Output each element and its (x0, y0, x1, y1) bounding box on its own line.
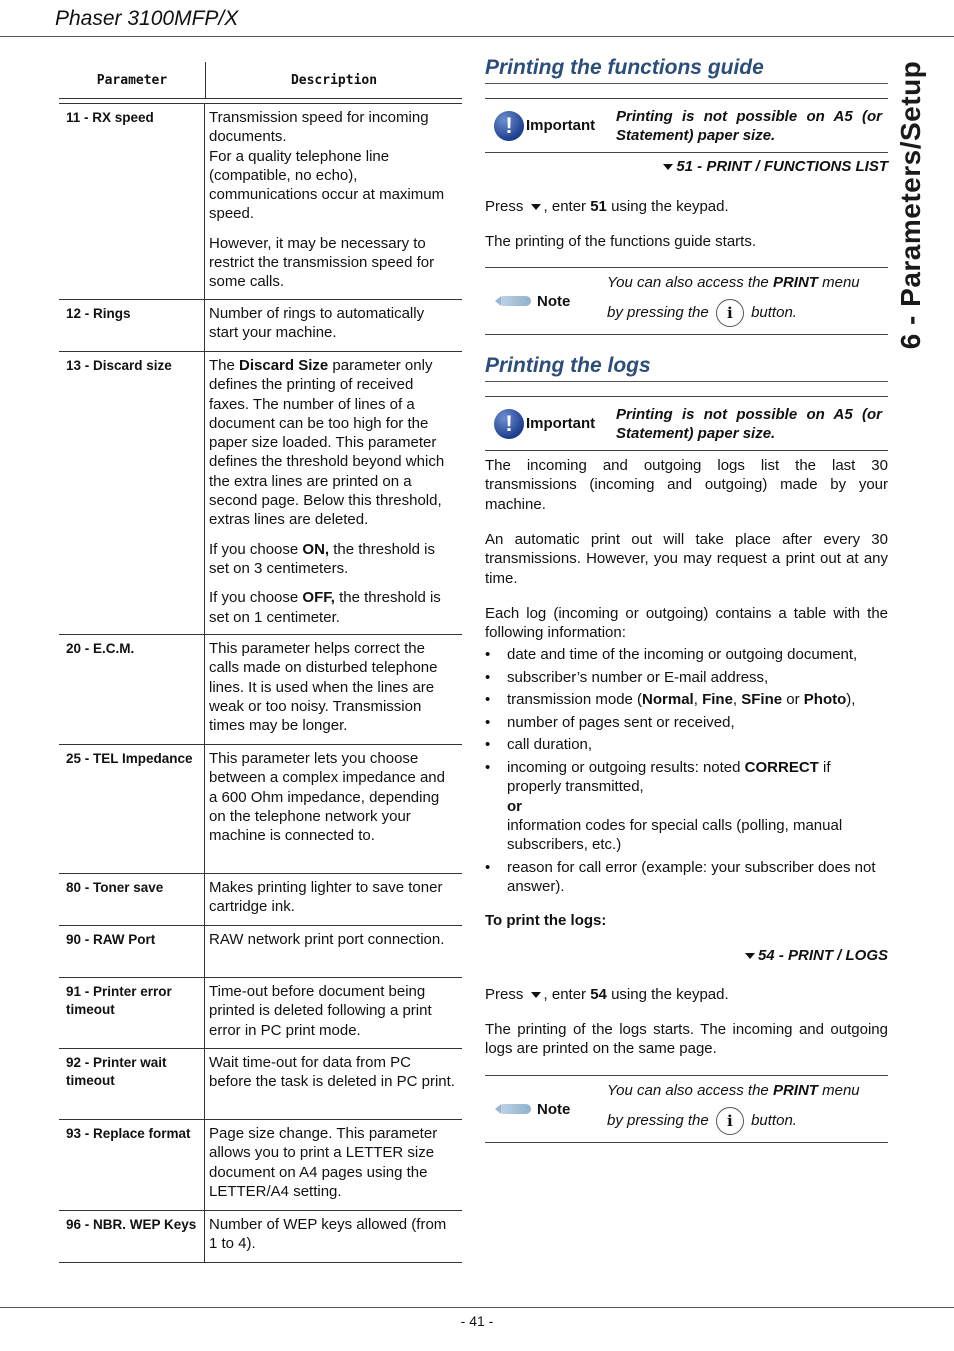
pencil-icon (501, 296, 531, 306)
table-row (59, 874, 462, 926)
text: the threshold is set on 3 centimeters. (209, 540, 435, 577)
chapter-tab (880, 40, 942, 370)
text: using the keypad. (611, 986, 729, 1003)
text: information codes for special calls (polling, manual subscribers, etc.) (507, 816, 843, 854)
chapter-tab-label: 6 - Parameters/Setup (895, 60, 926, 350)
note-line (607, 1076, 888, 1106)
text: menu (817, 274, 860, 291)
param-name: 20 - E.C.M. (59, 635, 205, 744)
param-name: 90 - RAW Port (59, 926, 205, 977)
text: transmission mode ( (507, 691, 643, 709)
table-row (59, 926, 462, 978)
paragraph: The printing of the logs starts. The incoming and outgoing logs are printed on the same page. (485, 1021, 888, 1058)
menu-path-text: 54 - PRINT / LOGS (757, 947, 888, 964)
footer-rule (0, 1307, 954, 1308)
desc-para: Number of WEP keys allowed (from 1 to 4). (209, 1216, 447, 1253)
param-name: 12 - Rings (59, 300, 205, 351)
col-description: Description (290, 72, 378, 88)
table-row (59, 352, 462, 635)
param-name: 80 - Toner save (59, 874, 205, 925)
text: If you choose (209, 589, 303, 607)
section-title-logs: Printing the logs (485, 354, 888, 382)
text: ), (846, 691, 856, 709)
text: If you choose (209, 540, 303, 558)
table-header (59, 62, 462, 99)
paragraph: An automatic print out will take place after every 30 transmissions. However, you may request a print out at any time. (485, 531, 888, 587)
param-desc (205, 978, 462, 1048)
list-item: • subscriber’s number or E-mail address, (485, 668, 888, 687)
down-arrow-icon (663, 164, 673, 170)
menu-path-text: 51 - PRINT / FUNCTIONS LIST (676, 158, 888, 175)
param-desc (205, 926, 462, 977)
param-name: 91 - Printer error timeout (59, 978, 205, 1048)
list-item: • call duration, (485, 735, 888, 754)
col-parameter: Parameter (59, 62, 206, 98)
text: or (782, 691, 804, 709)
table-row (59, 745, 462, 874)
desc-para: Transmission speed for incoming documents. For a quality telephone line (compatible, no echo), communications occur at maximum speed. (209, 109, 445, 223)
section-title-functions-guide: Printing the functions guide (485, 56, 888, 84)
note-box (485, 1075, 888, 1143)
text: , enter (543, 986, 587, 1003)
paragraph: The incoming and outgoing logs list the last 30 transmissions (incoming and outgoing) made by your machine. (485, 457, 888, 513)
parameter-table (59, 62, 462, 1263)
param-desc (205, 874, 462, 925)
list-item (485, 690, 888, 709)
paragraph: Each log (incoming or outgoing) contains a table with the following information: (485, 605, 888, 642)
info-button-icon: i (716, 1107, 744, 1135)
text: the threshold is set on 1 centimeter. (209, 589, 441, 626)
desc-para: RAW network print port connection. (209, 931, 445, 948)
table-row (59, 104, 462, 300)
text: by pressing the (607, 304, 709, 321)
subheading: To print the logs: (485, 912, 607, 929)
param-name: 96 - NBR. WEP Keys (59, 1211, 205, 1262)
bold-term: or (507, 797, 522, 815)
exclamation-icon: ! (494, 111, 524, 141)
note-left (485, 268, 607, 334)
param-name: 25 - TEL Impedance (59, 745, 205, 873)
note-box (485, 267, 888, 335)
param-desc (205, 300, 462, 351)
paragraph: The printing of the functions guide starts. (485, 233, 756, 250)
menu-number: 51 (590, 198, 607, 215)
text: , (732, 691, 742, 709)
important-text: Printing is not possible on A5 (or Statement) paper size. (616, 107, 882, 144)
bold-term: Fine (702, 691, 733, 709)
param-name: 93 - Replace format (59, 1120, 205, 1210)
text: by pressing the (607, 1112, 709, 1129)
text: parameter only defines the printing of received faxes. The number of lines of a document can be too high for the paper size loaded. This parameter defines the threshold beyond which the extra lines are printed on a second page. Below this threshold, extras lines are deleted. (209, 357, 445, 529)
pencil-icon (501, 1104, 531, 1114)
desc-para: This parameter lets you choose between a complex impedance and a 600 Ohm impedance, depending on the telephone network your machine is connected to. (209, 750, 445, 845)
page-number: - 41 - (460, 1313, 494, 1329)
text: You can also access the (607, 274, 773, 291)
desc-para: However, it may be necessary to restrict the transmission speed for some calls. (209, 234, 435, 291)
text: if properly transmitted, (507, 758, 831, 796)
bold-term: Photo (803, 691, 847, 709)
text: menu (817, 1082, 860, 1099)
desc-para: Number of rings to automatically start your machine. (209, 305, 425, 342)
press-instruction (485, 985, 888, 1004)
note-text (607, 268, 888, 334)
list-item: • date and time of the incoming or outgoing document, (485, 645, 888, 664)
text: button. (751, 1112, 797, 1129)
text: The (209, 357, 240, 374)
important-box (485, 396, 888, 451)
bold-term: OFF, (302, 589, 335, 607)
bold-term: PRINT (772, 1082, 818, 1099)
param-desc (205, 1120, 462, 1210)
important-label: Important (526, 117, 596, 134)
desc-para: This parameter helps correct the calls made on disturbed telephone lines. It is used when the lines are weak or too noisy. Transmission times may be longer. (209, 640, 438, 735)
desc-para: Time-out before document being printed is deleted following a print error in PC print mode. (209, 983, 432, 1039)
note-text (607, 1076, 888, 1142)
desc-para: Makes printing lighter to save toner cartridge ink. (209, 879, 443, 916)
bold-term: ON, (302, 540, 330, 558)
list-item: • number of pages sent or received, (485, 713, 888, 732)
desc-para (209, 540, 456, 579)
note-left (485, 1076, 607, 1142)
desc-para: Wait time-out for data from PC before the task is deleted in PC print. (209, 1054, 455, 1091)
bold-term: PRINT (772, 274, 818, 291)
param-name: 92 - Printer wait timeout (59, 1049, 205, 1119)
table-row (59, 635, 462, 745)
table-row (59, 1120, 462, 1211)
param-desc (205, 104, 462, 299)
menu-path (485, 947, 888, 964)
text: , enter (543, 198, 587, 215)
note-line (607, 298, 888, 328)
text: incoming or outgoing results: noted (507, 758, 745, 776)
desc-para: Page size change. This parameter allows you to print a LETTER size document on A4 pages using the LETTER/A4 setting. (209, 1125, 438, 1200)
down-arrow-icon (745, 953, 755, 959)
bold-term: Normal (642, 691, 694, 709)
note-line (607, 268, 888, 298)
note-line (607, 1106, 888, 1136)
bold-term: SFine (741, 691, 783, 709)
important-text: Printing is not possible on A5 (or Statement) paper size. (616, 405, 882, 442)
param-desc (205, 1049, 462, 1119)
info-button-icon: i (716, 299, 744, 327)
text: Press (485, 198, 524, 215)
header-rule (0, 36, 954, 37)
bold-term: Discard Size (239, 357, 329, 374)
list-item: • reason for call error (example: your subscriber does not answer). (485, 858, 888, 897)
desc-para (209, 356, 456, 530)
text: You can also access the (607, 1082, 773, 1099)
note-label: Note (537, 1100, 571, 1118)
param-desc (205, 635, 462, 744)
list-item (485, 758, 888, 854)
text: button. (751, 304, 797, 321)
param-desc (205, 745, 462, 873)
important-box (485, 98, 888, 153)
down-arrow-icon (531, 992, 541, 998)
table-row (59, 300, 462, 352)
desc-para (209, 588, 456, 627)
bold-term: CORRECT (744, 758, 819, 776)
down-arrow-icon (531, 204, 541, 210)
param-name: 11 - RX speed (59, 104, 205, 299)
table-row (59, 1049, 462, 1120)
header-title: Phaser 3100MFP/X (55, 7, 239, 30)
param-name: 13 - Discard size (59, 352, 205, 634)
menu-path (485, 158, 888, 175)
text: Press (485, 986, 524, 1003)
table-row (59, 1211, 462, 1263)
text: using the keypad. (611, 198, 729, 215)
log-info-list (485, 645, 888, 900)
param-desc (205, 1211, 462, 1262)
exclamation-icon: ! (494, 409, 524, 439)
important-label: Important (526, 415, 596, 432)
menu-number: 54 (590, 986, 607, 1003)
note-label: Note (537, 292, 571, 310)
text: , (693, 691, 703, 709)
param-desc (205, 352, 462, 634)
press-instruction (485, 197, 888, 216)
table-row (59, 978, 462, 1049)
